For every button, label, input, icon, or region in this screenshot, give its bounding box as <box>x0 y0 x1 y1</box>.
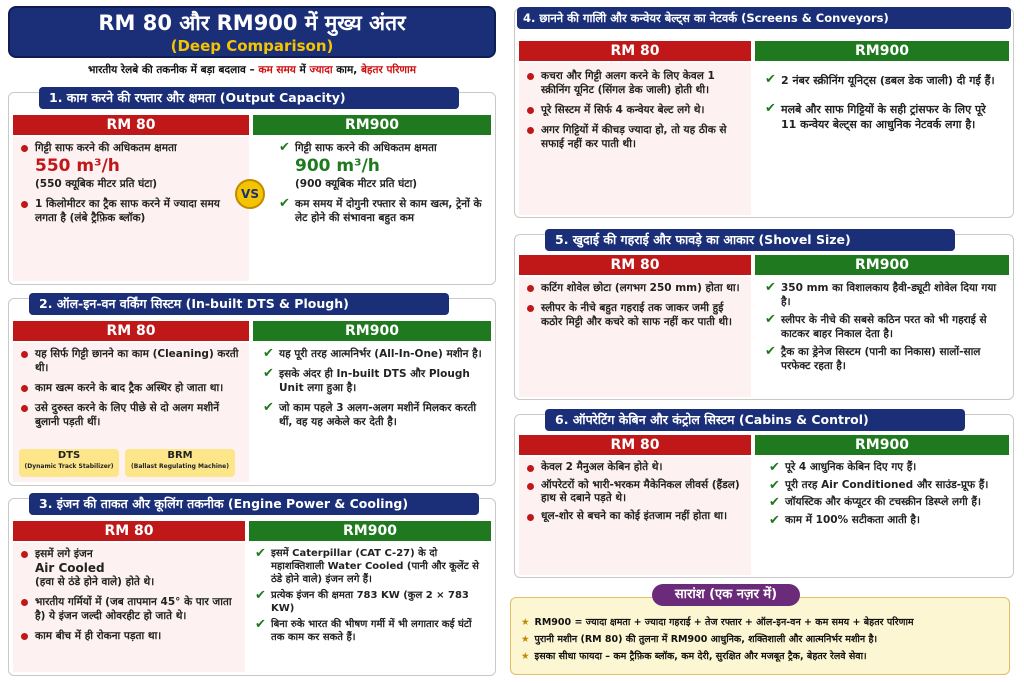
list-item <box>765 313 1005 341</box>
list-item <box>525 281 745 295</box>
rm900-pane <box>249 543 491 672</box>
bullet-icon <box>527 127 534 134</box>
rm80-header: RM 80 <box>519 435 751 455</box>
item-text: काम बीच में ही रोकना पड़ता था। <box>35 630 162 642</box>
bullet-icon <box>21 145 28 152</box>
rm900-pane <box>253 343 491 482</box>
list-item <box>19 197 243 225</box>
item-text: यह पूरी तरह आत्मनिर्भर (All-In-One) मशीन है। <box>279 348 482 360</box>
check-icon: ✔ <box>769 477 780 493</box>
list-item <box>255 547 487 586</box>
item-text: धूल-शोर से बचने का कोई इंतजाम नहीं होता था। <box>541 509 728 522</box>
item-text: अगर गिट्टियों में कीचड़ ज्यादा हो, तो यह ठीक से सफाई नहीं कर पाती थी। <box>541 124 727 150</box>
item-text: कटिंग शोवेल छोटा (लगभग 250 mm) होता था। <box>541 282 740 294</box>
list-item <box>525 103 745 117</box>
page-title: RM 80 और RM900 में मुख्य अंतर <box>98 11 406 35</box>
capacity-value: 900 m³/h <box>295 156 380 176</box>
item-text: (900 क्यूबिक मीटर प्रति घंटा) <box>295 178 418 190</box>
item-text: स्लीपर के नीचे बहुत गहराई तक जाकर जमी हुई कठोर मिट्टी और कचरे को साफ नहीं कर पाती थी। <box>541 302 732 328</box>
list-item <box>19 141 243 191</box>
bullet-icon <box>527 514 534 521</box>
item-text: (550 क्यूबिक मीटर प्रति घंटा) <box>35 178 158 190</box>
list-item <box>769 461 1005 475</box>
list-item <box>19 547 239 589</box>
vs-badge: VS <box>235 179 265 209</box>
star-icon: ★ <box>521 617 530 628</box>
rm900-pane <box>253 137 491 281</box>
list-item <box>769 514 1005 528</box>
summary-text: RM900 = ज्यादा क्षमता + ज्यादा गहराई + तेज रफ्तार + ऑल-इन-वन + कम समय + बेहतर परिणाम <box>534 617 914 628</box>
list-item <box>769 496 1005 510</box>
list-item <box>765 73 1003 88</box>
tagline-part: ज्यादा <box>309 64 333 76</box>
tagline-part: कम समय <box>258 64 296 76</box>
check-icon: ✔ <box>279 196 290 211</box>
rm80-header: RM 80 <box>13 521 245 541</box>
tag-desc: (Dynamic Track Stabilizer) <box>24 463 114 470</box>
item-text: ऑपरेटरों को भारी-भरकम मैकेनिकल लीवर्स (हैंडल) हाथ से दबाने पड़ते थे। <box>541 478 740 504</box>
check-icon: ✔ <box>765 72 776 87</box>
list-item <box>525 461 745 475</box>
item-text: जो काम पहले 3 अलग-अलग मशीनें मिलकर करती थीं, वह यह अकेले कर देती है। <box>279 402 477 428</box>
item-text: मलबे और साफ गिट्टियों के सही ट्रांसफर के लिए पूरे 11 कन्वेयर बेल्ट्स का आधुनिक नेटवर्क लगा है। <box>781 103 986 131</box>
item-text: पूरे 4 आधुनिक केबिन दिए गए हैं। <box>785 461 917 473</box>
section-title: 2. ऑल-इन-वन वर्किंग सिस्टम (In-built DTS & Plough) <box>29 293 449 315</box>
list-item <box>765 281 1005 309</box>
list-item <box>279 197 485 225</box>
item-text: जॉयस्टिक और कंप्यूटर की टचस्क्रीन डिस्प्ले लगी हैं। <box>785 496 981 508</box>
list-item <box>263 367 485 395</box>
check-icon: ✔ <box>255 588 266 603</box>
cooling-type: Air Cooled <box>35 561 105 575</box>
section-title: 4. छानने की गालिी और कन्वेयर बेल्ट्स का नेटवर्क (Screens & Conveyors) <box>517 7 1011 29</box>
rm900-header: RM900 <box>755 435 1009 455</box>
rm80-header: RM 80 <box>519 41 751 61</box>
tagline-part: भारतीय रेलबे की तकनीक में बड़ा बदलाव – <box>87 64 259 76</box>
check-icon: ✔ <box>263 346 274 361</box>
item-text: कचरा और गिट्टी अलग करने के लिए केवल 1 स्क्रीनिंग यूनिट (सिंगल डेक जाली) होती थी। <box>541 70 715 96</box>
item-text: 2 नंबर स्क्रीनिंग यूनिट्स (डबल डेक जाली) दी गई हैं। <box>781 74 995 87</box>
list-item <box>769 479 1005 493</box>
list-item <box>765 345 1005 373</box>
rm900-header: RM900 <box>755 255 1009 275</box>
item-text: 1 किलोमीटर का ट्रैक साफ करने में ज्यादा समय लगता है (लंबे ट्रैफ़िक ब्लॉक) <box>35 198 220 224</box>
tagline <box>8 63 496 77</box>
check-icon: ✔ <box>765 101 776 116</box>
rm900-pane <box>755 277 1009 397</box>
summary-point <box>521 648 1001 665</box>
item-text: भारतीय गर्मियों में (जब तापमान 45° के पार जाता है) ये इंजन जल्दी ओवरहीट हो जाते थे। <box>35 596 232 622</box>
check-icon: ✔ <box>255 617 266 632</box>
list-item <box>19 381 243 395</box>
rm900-header: RM900 <box>755 41 1009 61</box>
item-text: काम में 100% सटीकता आती है। <box>785 513 920 526</box>
summary-text: पुरानी मशीन (RM 80) की तुलना में RM900 आधुनिक, शक्तिशाली और आत्मनिर्भर मशीन है। <box>534 634 878 645</box>
rm80-pane <box>519 457 751 575</box>
rm900-pane <box>755 63 1009 215</box>
bullet-icon <box>527 465 534 472</box>
item-text: इसमें लगे इंजन <box>35 548 93 560</box>
list-item <box>255 618 487 644</box>
summary-point <box>521 631 1001 648</box>
section-screens-conveyors <box>514 8 1014 218</box>
check-icon: ✔ <box>279 140 290 155</box>
section-engine <box>8 498 496 676</box>
item-text: (हवा से ठंडे होने वाले) होते थे। <box>35 576 155 588</box>
rm900-pane <box>755 457 1009 575</box>
list-item <box>525 69 745 97</box>
item-text: 350 mm का विशालकाय हैवी-ड्यूटी शोवेल दिया गया है। <box>781 282 997 308</box>
bullet-icon <box>21 405 28 412</box>
tagline-part: काम, <box>332 64 361 76</box>
list-item <box>263 347 485 361</box>
check-icon: ✔ <box>765 280 776 295</box>
list-item <box>19 347 243 375</box>
bullet-icon <box>21 201 28 208</box>
list-item <box>525 510 745 524</box>
list-item <box>255 589 487 615</box>
section-title: 3. इंजन की ताकत और कूलिंग तकनीक (Engine Power & Cooling) <box>29 493 479 515</box>
list-item <box>765 102 1003 132</box>
star-icon: ★ <box>521 634 530 645</box>
rm80-header: RM 80 <box>13 321 249 341</box>
bullet-icon <box>527 483 534 490</box>
brm-tag <box>125 449 235 477</box>
check-icon: ✔ <box>769 495 780 510</box>
section-all-in-one <box>8 298 496 486</box>
star-icon: ★ <box>521 651 530 662</box>
header-banner <box>8 6 496 58</box>
item-text: इसके अंदर ही In-built DTS और Plough Unit लगा हुआ है। <box>279 368 470 394</box>
bullet-icon <box>527 305 534 312</box>
item-text: ट्रैक का ड्रेनेज सिस्टम (पानी का निकास) सालों-साल परफेक्ट रहता है। <box>781 346 981 372</box>
list-item <box>525 123 745 151</box>
list-item <box>19 401 243 429</box>
list-item <box>525 479 745 506</box>
page-subtitle: (Deep Comparison) <box>170 37 334 55</box>
item-text: गिट्टी साफ करने की अधिकतम क्षमता <box>295 142 437 154</box>
rm80-pane <box>13 543 245 672</box>
item-text: कम समय में दोगुनी रफ्तार से काम खत्म, ट्रेनों के लेट होने की संभावना बहुत कम <box>295 198 482 224</box>
summary-title: सारांश (एक नज़र में) <box>652 584 800 606</box>
check-icon: ✔ <box>769 512 780 528</box>
section-title: 6. ऑपरेटिंग केबिन और कंट्रोल सिस्टम (Cabins & Control) <box>545 409 965 431</box>
summary-point <box>521 614 1001 631</box>
list-item <box>263 401 485 429</box>
bullet-icon <box>21 351 28 358</box>
tagline-part: में <box>295 64 310 76</box>
item-text: बिना रुके भारत की भीषण गर्मी में भी लगातार कई घंटों तक काम कर सकते हैं। <box>271 619 472 643</box>
list-item <box>19 595 239 623</box>
bullet-icon <box>21 385 28 392</box>
check-icon: ✔ <box>255 546 266 561</box>
capacity-value: 550 m³/h <box>35 156 120 176</box>
rm80-header: RM 80 <box>519 255 751 275</box>
dts-tag <box>19 449 119 477</box>
rm900-header: RM900 <box>253 321 491 341</box>
bullet-icon <box>21 599 28 606</box>
section-title: 5. खुदाई की गहराई और फावड़े का आकार (Shovel Size) <box>545 229 955 251</box>
section-shovel-size <box>514 234 1014 400</box>
list-item <box>279 141 485 191</box>
list-item <box>19 629 239 643</box>
tag-desc: (Ballast Regulating Machine) <box>131 463 229 470</box>
check-icon: ✔ <box>769 460 780 475</box>
tagline-part: बेहतर परिणाम <box>360 64 417 76</box>
check-icon: ✔ <box>765 312 776 327</box>
rm80-header: RM 80 <box>13 115 249 135</box>
check-icon: ✔ <box>263 366 274 381</box>
bullet-icon <box>527 107 534 114</box>
item-text: यह सिर्फ गिट्टी छानने का काम (Cleaning) करती थी। <box>35 348 239 374</box>
rm900-header: RM900 <box>249 521 491 541</box>
list-item <box>525 301 745 329</box>
item-text: केवल 2 मैनुअल केबिन होते थे। <box>541 461 663 473</box>
item-text: काम खत्म करने के बाद ट्रैक अस्थिर हो जाता था। <box>35 382 224 394</box>
item-text: पूरी तरह Air Conditioned और साउंड-प्रूफ हैं। <box>785 478 989 491</box>
item-text: पूरे सिस्टम में सिर्फ 4 कन्वेयर बेल्ट लगे थे। <box>541 104 705 116</box>
rm80-pane <box>519 63 751 215</box>
bullet-icon <box>527 285 534 292</box>
rm80-pane <box>13 137 249 281</box>
check-icon: ✔ <box>765 344 776 359</box>
rm80-pane <box>519 277 751 397</box>
summary-text: इसका सीधा फायदा – कम ट्रैफ़िक ब्लॉक, कम देरी, सुरक्षित और मजबूत ट्रैक, बेहतर रेलवे सेवा। <box>534 651 867 662</box>
item-text: प्रत्येक इंजन की क्षमता 783 KW (कुल 2 × 783 KW) <box>271 590 469 614</box>
bullet-icon <box>21 551 28 558</box>
section-title: 1. काम करने की रफ्तार और क्षमता (Output Capacity) <box>39 87 459 109</box>
section-output-capacity <box>8 92 496 285</box>
summary-box <box>510 597 1010 675</box>
rm900-header: RM900 <box>253 115 491 135</box>
bullet-icon <box>527 73 534 80</box>
item-text: उसे दुरुस्त करने के लिए पीछे से दो अलग मशीनें बुलानी पड़ती थीं। <box>35 402 220 428</box>
tag-label: DTS <box>57 450 81 461</box>
tag-label: BRM <box>167 450 193 461</box>
item-text: इसमें Caterpillar (CAT C-27) के दो महाशक्तिशाली Water Cooled (पानी और कूलेंट से ठंडे होने वाले) इंजन लगे हैं। <box>271 548 479 585</box>
item-text: स्लीपर के नीचे की सबसे कठिन परत को भी गहराई से काटकर बाहर निकाल देता है। <box>781 314 987 340</box>
item-text: गिट्टी साफ करने की अधिकतम क्षमता <box>35 142 177 154</box>
check-icon: ✔ <box>263 400 274 415</box>
section-cabins-control <box>514 414 1014 578</box>
bullet-icon <box>21 633 28 640</box>
